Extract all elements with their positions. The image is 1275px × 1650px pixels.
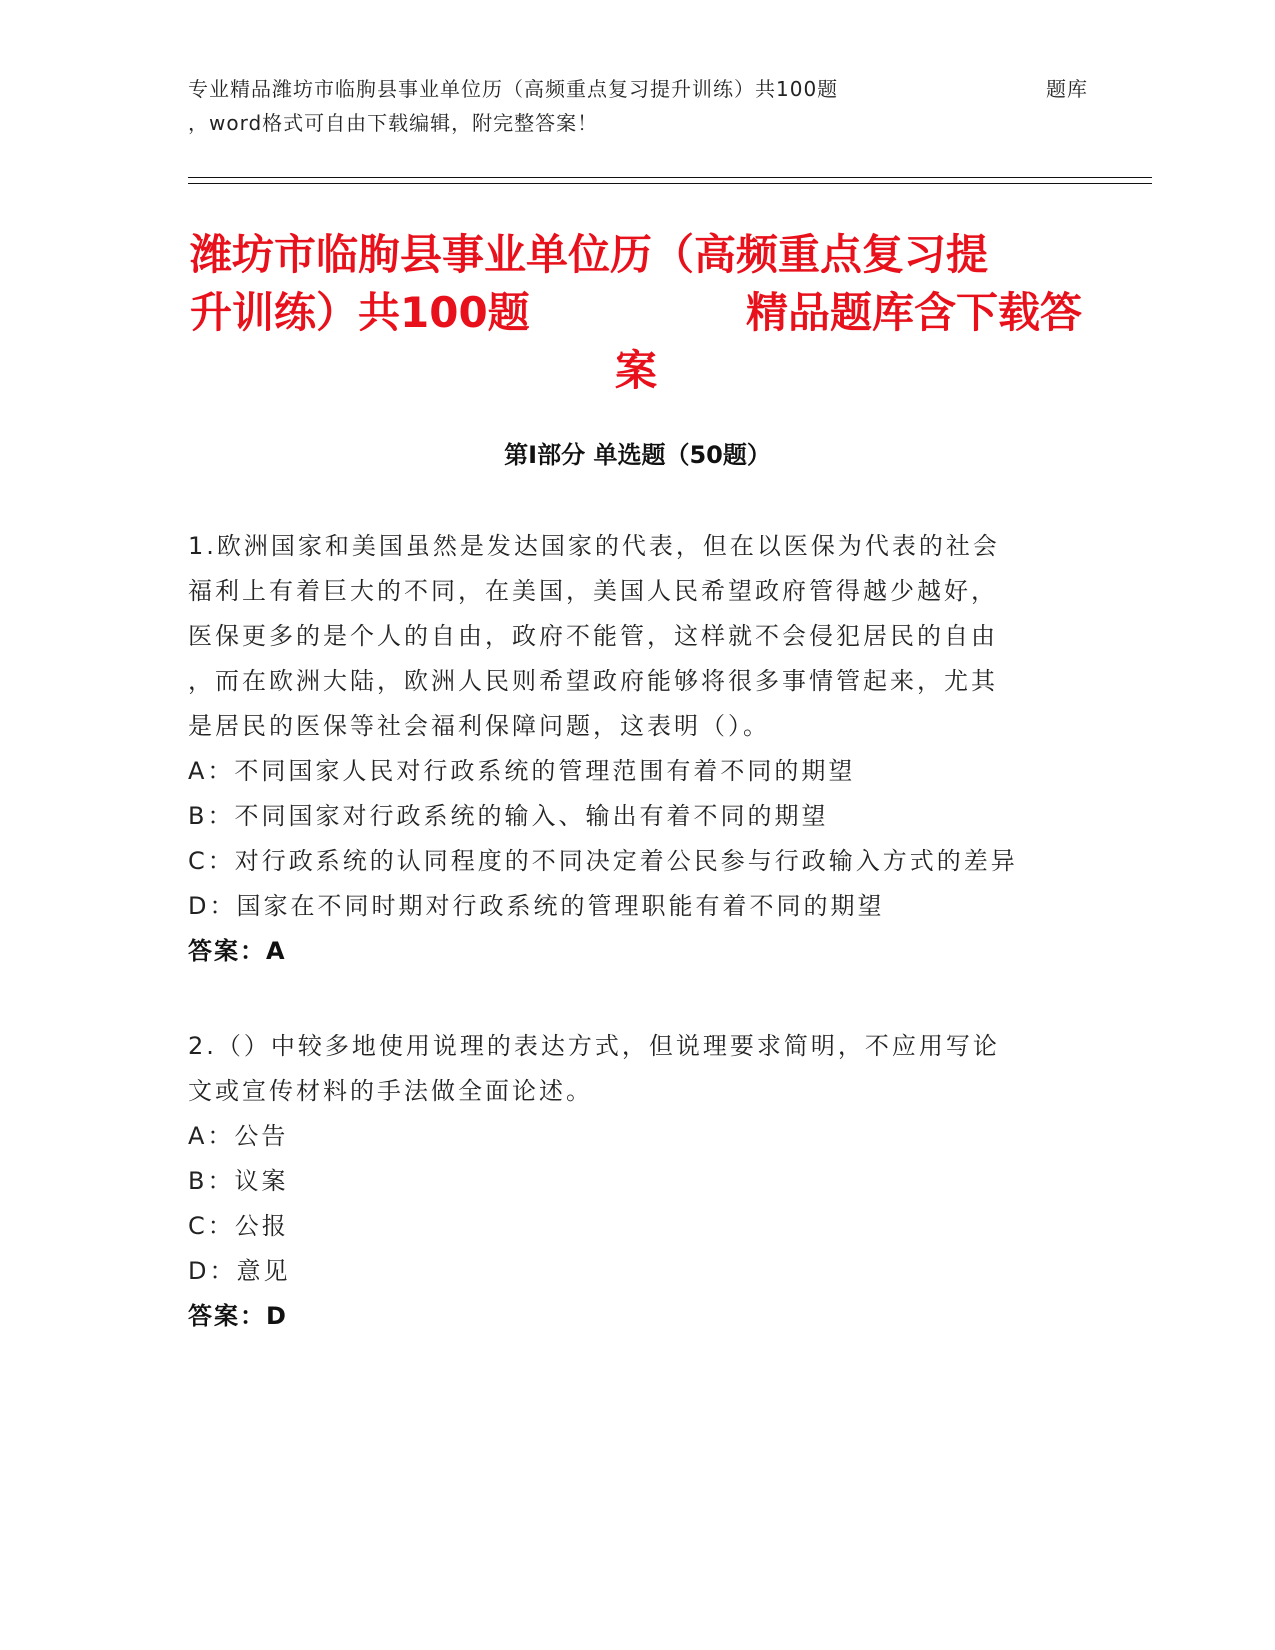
title-line-1: 潍坊市临朐县事业单位历（高频重点复习提	[190, 230, 989, 279]
header-divider-top	[188, 177, 1152, 178]
header-row	[188, 72, 1088, 106]
answer-label: 答案：D	[188, 1302, 288, 1330]
header-line-1: 专业精品潍坊市临朐县事业单位历（高频重点复习提升训练）共100题	[188, 77, 839, 101]
option-d: D：国家在不同时期对行政系统的管理职能有着不同的期望	[188, 892, 885, 920]
option-a: A：公告	[188, 1122, 289, 1150]
question-stem-line: 文或宣传材料的手法做全面论述。	[188, 1077, 593, 1105]
question-1	[188, 524, 1088, 974]
document-title	[190, 226, 1082, 400]
title-line-3: 案	[614, 346, 657, 395]
option-b: B：议案	[188, 1167, 289, 1195]
option-c: C：对行政系统的认同程度的不同决定着公民参与行政输入方式的差异	[188, 847, 1018, 875]
header-tag: 题库	[1046, 77, 1088, 101]
question-stem-line: 医保更多的是个人的自由，政府不能管，这样就不会侵犯居民的自由	[188, 622, 998, 650]
option-c: C：公报	[188, 1212, 289, 1240]
answer-label: 答案：A	[188, 937, 287, 965]
page-header	[188, 72, 1088, 140]
option-b: B：不同国家对行政系统的输入、输出有着不同的期望	[188, 802, 829, 830]
question-stem-line: 福利上有着巨大的不同，在美国，美国人民希望政府管得越少越好，	[188, 577, 998, 605]
title-line-2	[190, 284, 1082, 342]
question-stem-line: 是居民的医保等社会福利保障问题，这表明（）。	[188, 712, 770, 740]
section-heading: 第Ⅰ部分 单选题（50题）	[504, 441, 771, 469]
header-line-2: ，word格式可自由下载编辑，附完整答案！	[188, 111, 599, 135]
question-stem-line: ，而在欧洲大陆，欧洲人民则希望政府能够将很多事情管起来，尤其	[188, 667, 998, 695]
title-line-2-right: 精品题库含下载答	[745, 288, 1082, 337]
question-2	[188, 1024, 1088, 1339]
header-divider-bottom	[188, 183, 1152, 184]
title-line-2-left: 升训练）共100题	[190, 288, 530, 337]
question-stem-line: 1.欧洲国家和美国虽然是发达国家的代表，但在以医保为代表的社会	[188, 532, 1000, 560]
question-stem-line: 2.（）中较多地使用说理的表达方式，但说理要求简明，不应用写论	[188, 1032, 1000, 1060]
option-d: D：意见	[188, 1257, 291, 1285]
option-a: A：不同国家人民对行政系统的管理范围有着不同的期望	[188, 757, 856, 785]
